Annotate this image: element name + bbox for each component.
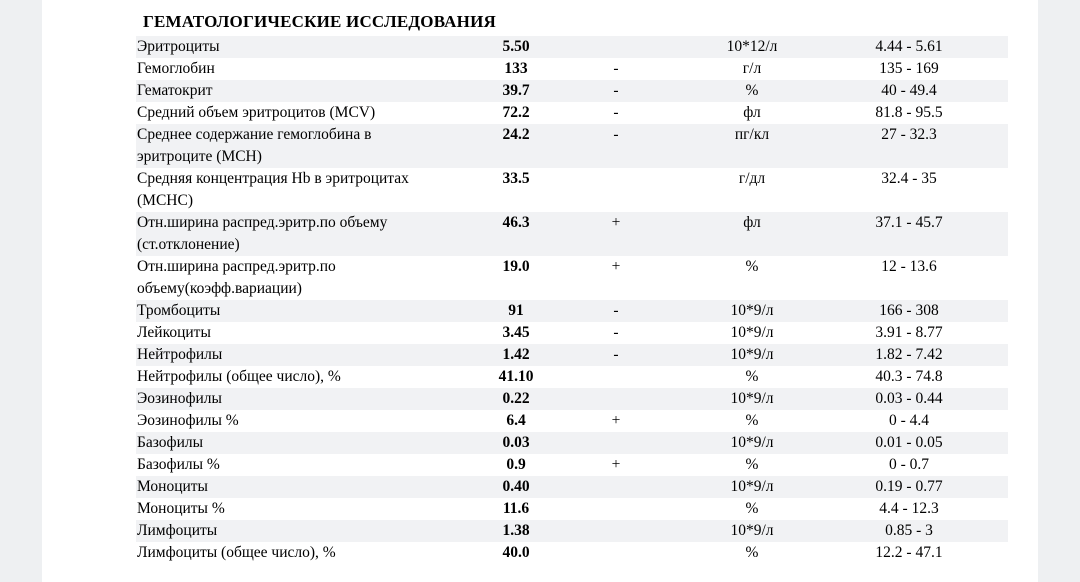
test-reference: 12.2 - 47.1 xyxy=(875,544,943,561)
test-flag: - xyxy=(613,302,619,319)
test-unit: % xyxy=(745,82,759,99)
test-unit: % xyxy=(745,456,759,473)
test-name: Лимфоциты (общее число), % xyxy=(137,544,336,561)
section-title: ГЕМАТОЛОГИЧЕСКИЕ ИССЛЕДОВАНИЯ xyxy=(143,12,496,31)
test-name: Гематокрит xyxy=(137,82,213,99)
test-unit: пг/кл xyxy=(734,126,770,143)
test-unit: г/л xyxy=(742,60,762,77)
table-row xyxy=(136,322,1008,344)
test-flag: + xyxy=(611,214,621,231)
test-unit: 10*9/л xyxy=(730,522,774,539)
test-flag: - xyxy=(613,346,619,363)
test-flag: - xyxy=(613,104,619,121)
test-reference: 0.85 - 3 xyxy=(885,522,933,539)
table-row xyxy=(136,454,1008,476)
test-unit: % xyxy=(745,258,759,275)
test-value: 1.42 xyxy=(502,346,530,363)
test-reference: 1.82 - 7.42 xyxy=(875,346,943,363)
test-name: Моноциты % xyxy=(137,500,225,517)
table-row xyxy=(136,366,1008,388)
test-name: Средняя концентрация Hb в эритроцитах (MCHC) xyxy=(137,170,409,209)
test-unit: 10*9/л xyxy=(730,478,774,495)
test-name: Отн.ширина распред.эритр.по объему (ст.отклонение) xyxy=(137,214,388,253)
test-value: 41.10 xyxy=(498,368,534,385)
test-reference: 3.91 - 8.77 xyxy=(875,324,943,341)
table-row xyxy=(136,542,1008,564)
test-reference: 4.44 - 5.61 xyxy=(875,38,943,55)
test-reference: 135 - 169 xyxy=(879,60,939,77)
table-row xyxy=(136,80,1008,102)
test-name: Гемоглобин xyxy=(137,60,215,77)
table-row xyxy=(136,410,1008,432)
test-name: Лимфоциты xyxy=(137,522,218,539)
test-value: 33.5 xyxy=(502,170,530,187)
test-reference: 12 - 13.6 xyxy=(881,258,937,275)
test-flag: - xyxy=(613,60,619,77)
test-flag: + xyxy=(611,412,621,429)
test-unit: г/дл xyxy=(738,170,766,187)
table-row xyxy=(136,300,1008,322)
test-unit: % xyxy=(745,544,759,561)
test-name: Средний объем эритроцитов (MCV) xyxy=(137,104,376,121)
table-row xyxy=(136,124,1008,168)
test-flag: - xyxy=(613,324,619,341)
test-name: Базофилы % xyxy=(137,456,220,473)
test-unit: 10*9/л xyxy=(730,324,774,341)
test-value: 6.4 xyxy=(506,412,526,429)
test-reference: 0.01 - 0.05 xyxy=(875,434,943,451)
test-unit: % xyxy=(745,368,759,385)
table-row xyxy=(136,102,1008,124)
table-row xyxy=(136,58,1008,80)
test-name: Нейтрофилы xyxy=(137,346,223,363)
test-value: 24.2 xyxy=(502,126,530,143)
test-value: 3.45 xyxy=(502,324,530,341)
test-reference: 4.4 - 12.3 xyxy=(879,500,939,517)
table-row xyxy=(136,344,1008,366)
test-unit: фл xyxy=(743,214,761,231)
test-value: 0.9 xyxy=(506,456,526,473)
test-unit: % xyxy=(745,412,759,429)
test-value: 19.0 xyxy=(502,258,530,275)
test-unit: 10*9/л xyxy=(730,346,774,363)
test-reference: 32.4 - 35 xyxy=(881,170,937,187)
test-value: 46.3 xyxy=(502,214,530,231)
test-reference: 0 - 0.7 xyxy=(888,456,930,473)
test-unit: 10*12/л xyxy=(726,38,778,55)
table-row xyxy=(136,476,1008,498)
test-unit: 10*9/л xyxy=(730,390,774,407)
test-value: 91 xyxy=(508,302,524,319)
results-table xyxy=(136,36,1008,564)
test-value: 72.2 xyxy=(502,104,530,121)
test-value: 0.03 xyxy=(502,434,530,451)
test-value: 133 xyxy=(504,60,528,77)
test-reference: 40 - 49.4 xyxy=(881,82,937,99)
test-name: Моноциты xyxy=(137,478,208,495)
test-reference: 37.1 - 45.7 xyxy=(875,214,943,231)
table-row xyxy=(136,212,1008,256)
test-name: Эритроциты xyxy=(137,38,220,55)
test-reference: 0.03 - 0.44 xyxy=(875,390,943,407)
test-value: 40.0 xyxy=(502,544,530,561)
table-row xyxy=(136,388,1008,410)
test-flag: - xyxy=(613,82,619,99)
test-flag: + xyxy=(611,456,621,473)
test-value: 11.6 xyxy=(502,500,530,517)
table-row xyxy=(136,520,1008,542)
test-flag: - xyxy=(613,126,619,143)
test-reference: 40.3 - 74.8 xyxy=(875,368,943,385)
test-unit: фл xyxy=(743,104,761,121)
test-reference: 0 - 4.4 xyxy=(888,412,930,429)
test-reference: 27 - 32.3 xyxy=(881,126,937,143)
test-name: Эозинофилы % xyxy=(137,412,239,429)
test-flag: + xyxy=(611,258,621,275)
table-row xyxy=(136,168,1008,212)
test-value: 1.38 xyxy=(502,522,530,539)
test-value: 5.50 xyxy=(502,38,530,55)
test-name: Тромбоциты xyxy=(137,302,221,319)
test-name: Отн.ширина распред.эритр.по объему(коэфф.вариации) xyxy=(137,258,336,297)
test-reference: 166 - 308 xyxy=(879,302,939,319)
test-name: Нейтрофилы (общее число), % xyxy=(137,368,341,385)
table-row xyxy=(136,498,1008,520)
test-name: Базофилы xyxy=(137,434,204,451)
test-name: Лейкоциты xyxy=(137,324,211,341)
test-reference: 81.8 - 95.5 xyxy=(875,104,943,121)
test-value: 39.7 xyxy=(502,82,530,99)
test-reference: 0.19 - 0.77 xyxy=(875,478,943,495)
test-unit: % xyxy=(745,500,759,517)
test-value: 0.40 xyxy=(502,478,530,495)
test-name: Эозинофилы xyxy=(137,390,222,407)
document-page xyxy=(42,0,1038,582)
test-name: Среднее содержание гемоглобина в эритроците (MCH) xyxy=(137,126,372,165)
test-value: 0.22 xyxy=(502,390,530,407)
test-unit: 10*9/л xyxy=(730,302,774,319)
table-row xyxy=(136,432,1008,454)
table-row xyxy=(136,256,1008,300)
test-unit: 10*9/л xyxy=(730,434,774,451)
table-row xyxy=(136,36,1008,58)
